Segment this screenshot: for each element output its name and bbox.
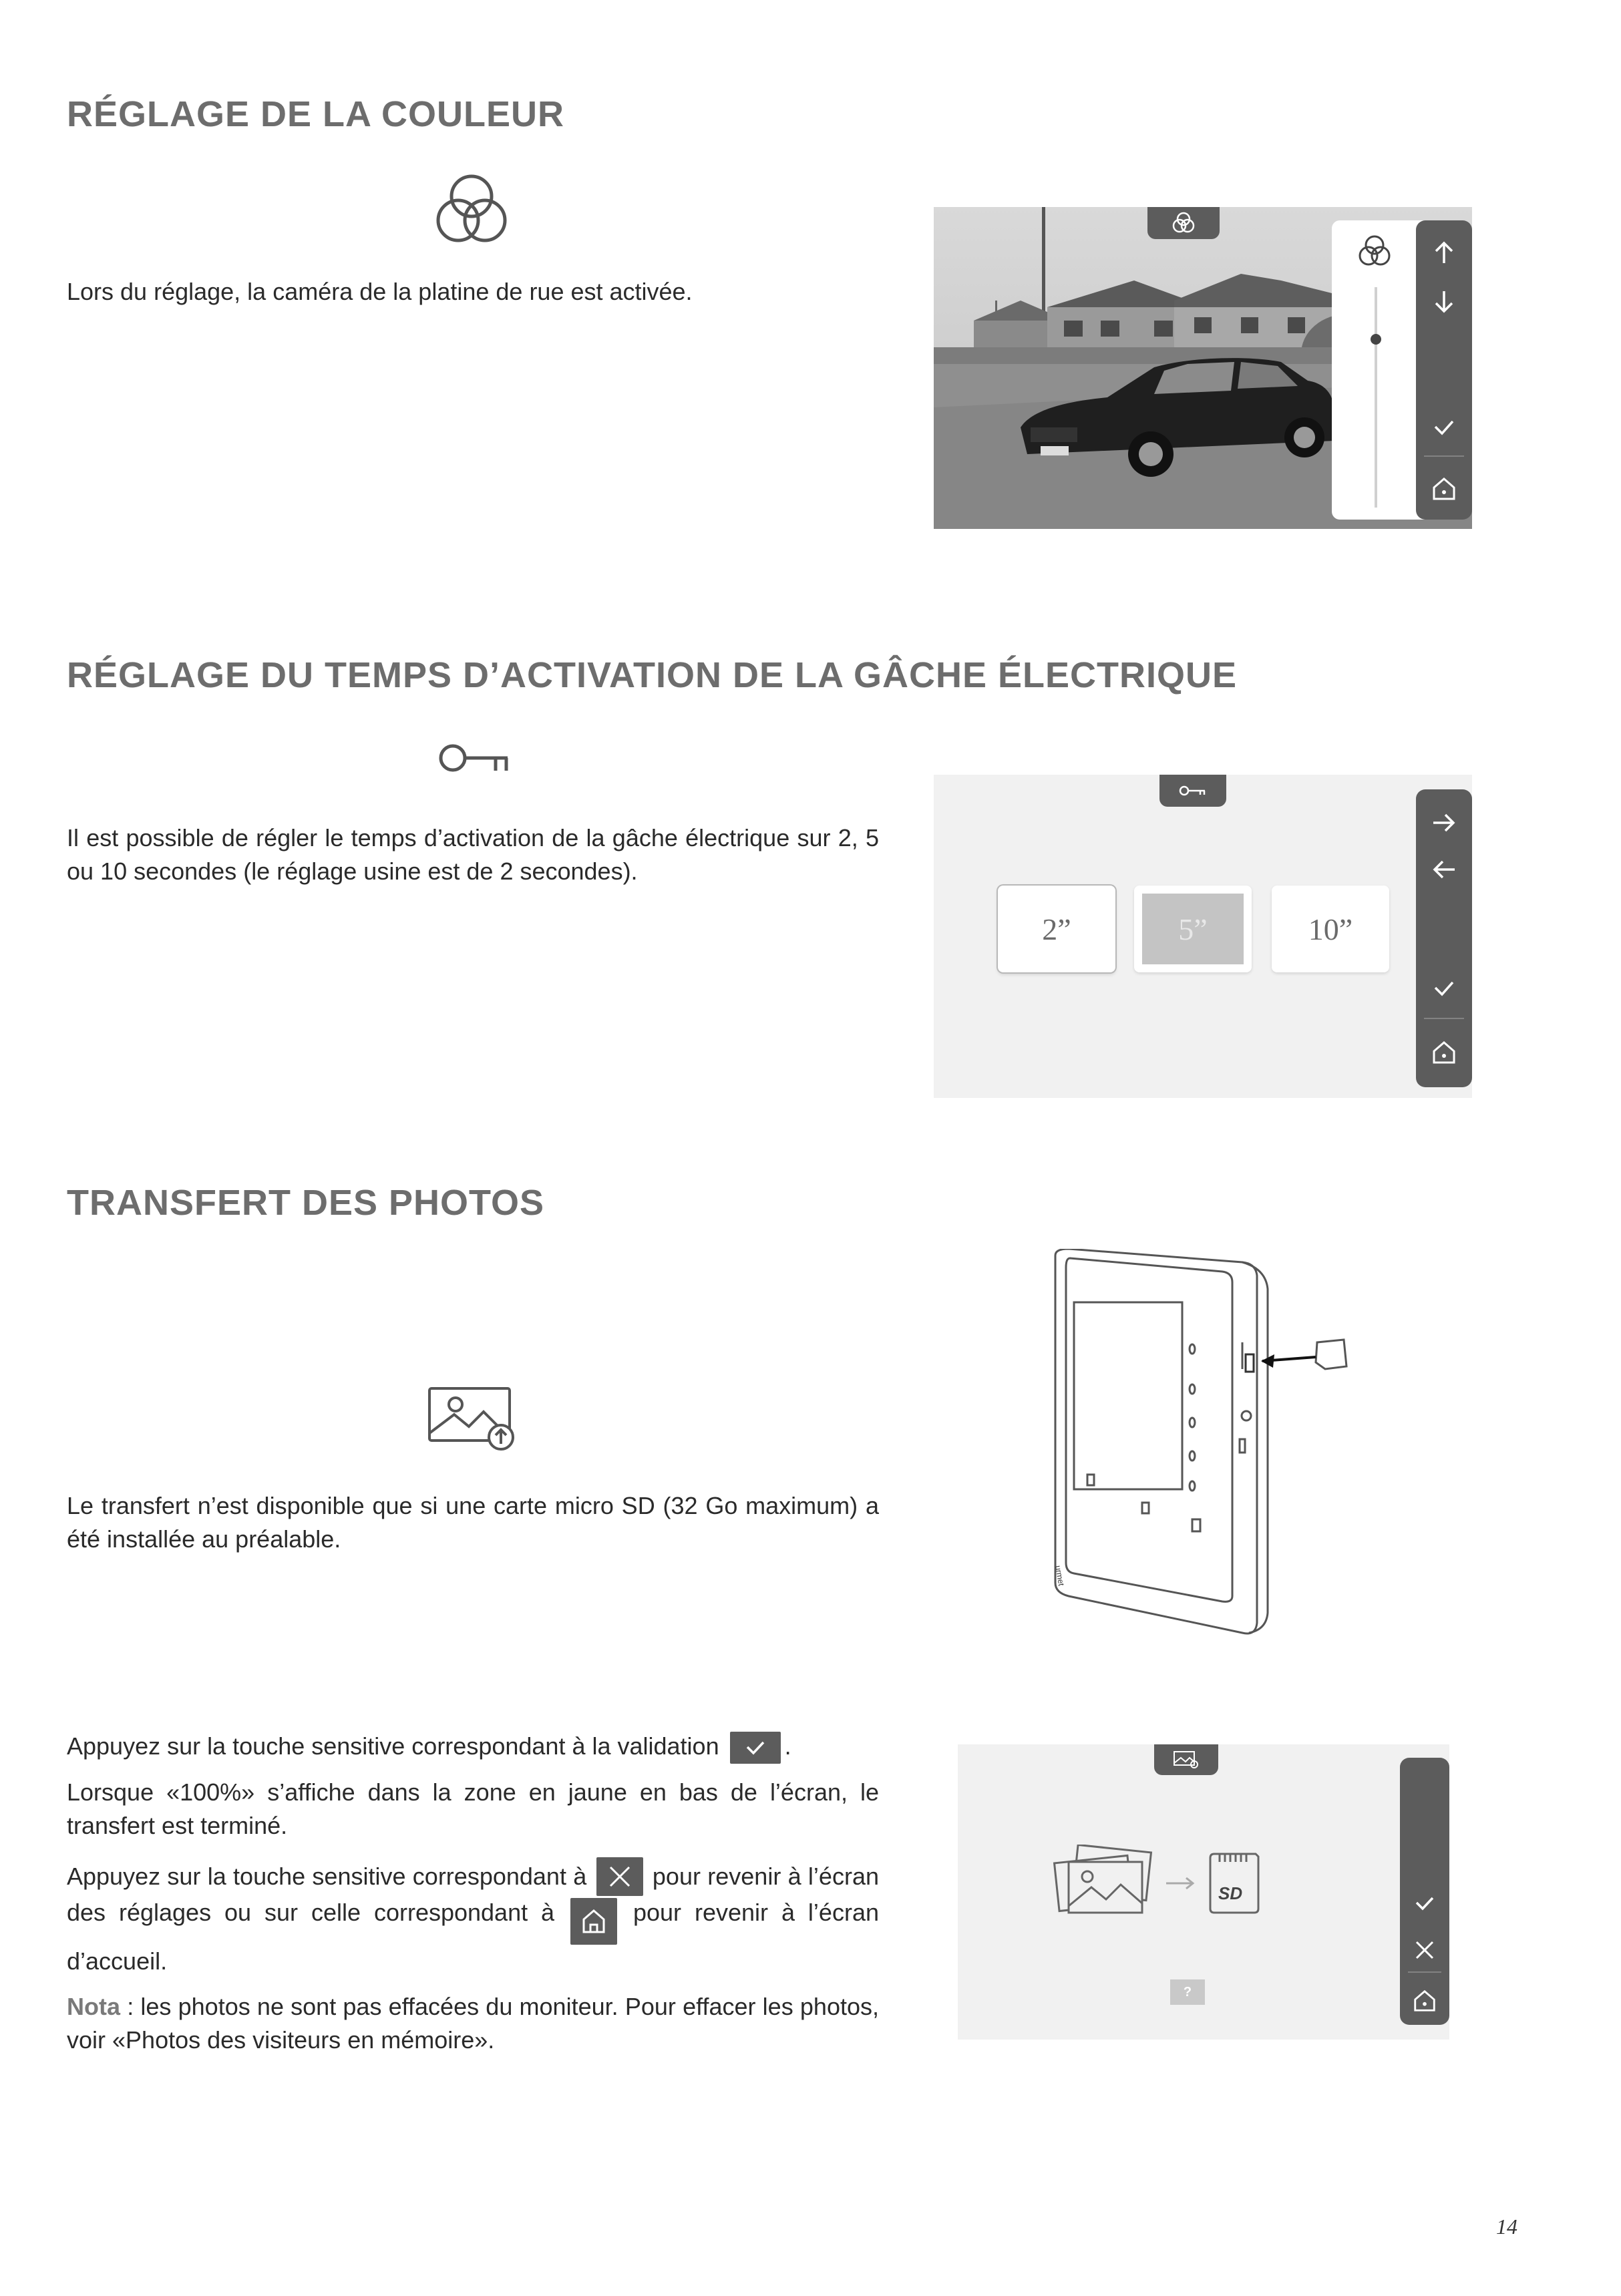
photo-upload-icon [1172,1750,1200,1770]
home-icon [570,1898,617,1945]
check-icon [1432,978,1456,998]
nota-label: Nota [67,1993,120,2021]
section-title-transfer: TRANSFERT DES PHOTOS [67,1183,545,1223]
key-tab [1159,775,1226,807]
down-arrow-button[interactable] [1416,282,1472,322]
monitor-brand: urmet [1053,1565,1067,1587]
colour-circles-icon [1356,234,1393,270]
transfer-side-bar [1400,1758,1449,2025]
photos-to-sd-illustration [1051,1845,1278,1918]
close-icon [596,1857,643,1896]
check-icon [1432,417,1456,437]
arrow-up-icon [1432,239,1456,266]
key-icon [437,741,512,775]
colour-circles-icon [433,172,510,247]
check-icon [730,1732,781,1764]
step-validate [67,1730,879,1764]
colour-circles-icon [1169,211,1198,235]
step-validate-text: sur la touche sensitive correspondant à la validation [160,1732,719,1760]
home-icon [1431,1039,1457,1066]
step-return [67,1857,879,1978]
back-button[interactable] [1400,1931,1449,1969]
section-title-colour: RÉGLAGE DE LA COULEUR [67,94,565,134]
colour-description: Lors du réglage, la caméra de la platine de rue est activée. [67,278,693,305]
strike-option-10[interactable]: 10” [1272,886,1389,972]
validate-button[interactable] [1416,968,1472,1008]
up-arrow-button[interactable] [1416,232,1472,272]
previous-arrow-button[interactable] [1416,851,1472,888]
home-button[interactable] [1416,1031,1472,1074]
page-number: 14 [1496,2215,1517,2239]
sd-logo: SD [1218,1883,1243,1903]
colour-side-bar [1416,220,1472,520]
strike-option-5-selected: 5” [1142,894,1244,964]
arrow-right-icon [1431,811,1457,834]
step-return-text-c: pour revenir à l’écran d’accueil. [67,1899,879,1975]
home-button[interactable] [1400,1981,1449,2021]
strike-side-bar [1416,789,1472,1087]
validate-button[interactable] [1400,1885,1449,1922]
step-validate-end: . [784,1732,791,1760]
monitor-sd-insertion-drawing [1042,1249,1376,1636]
colour-tab [1147,207,1220,239]
photo-transfer-tab [1154,1744,1218,1775]
strike-option-5[interactable] [1134,886,1252,972]
strike-option-2[interactable]: 2” [998,886,1115,972]
key-icon [1178,784,1208,797]
strike-description: Il est possible de régler le temps d’activation de la gâche électrique sur 2, 5 ou 10 secondes (le réglage usine est de 2 secondes). [67,824,879,885]
transfer-description: Le transfert n’est disponible que si une carte micro SD (32 Go maximum) a été installée au préalable. [67,1492,879,1553]
nota-text: : les photos ne sont pas effacées du moniteur. Pour effacer les photos, voir «Photos des visiteurs en mémoire». [67,1993,879,2054]
step-complete: Lorsque «100%» s’affiche dans la zone en jaune en bas de l’écran, le transfert est terminé. [67,1778,879,1840]
step-return-text-a: Appuyez sur la touche sensitive correspondant à [67,1863,587,1891]
home-icon [1412,1988,1437,2014]
home-icon [1431,475,1457,502]
nota [67,1990,879,2057]
colour-settings-screen [934,207,1472,529]
section-title-strike: RÉGLAGE DU TEMPS D’ACTIVATION DE LA GÂCHE ÉLECTRIQUE [67,655,1238,695]
arrow-down-icon [1432,289,1456,315]
next-arrow-button[interactable] [1416,804,1472,841]
arrow-left-icon [1431,858,1457,881]
check-icon [1413,1894,1436,1913]
strike-settings-screen [934,775,1472,1098]
colour-slider-thumb[interactable] [1371,334,1381,345]
close-icon [1413,1939,1436,1961]
transfer-screen [958,1744,1449,2040]
step-return-text-b: pour revenir à l’écran des réglages ou sur celle correspondant à [67,1863,879,1927]
step-validate-lead: Appuyez [67,1732,161,1760]
transfer-steps [67,1730,879,2057]
colour-slider-track[interactable] [1375,287,1377,508]
home-button[interactable] [1416,467,1472,510]
validate-button[interactable] [1416,407,1472,447]
photo-upload-icon [427,1386,517,1451]
help-button[interactable]: ? [1170,1979,1205,2005]
